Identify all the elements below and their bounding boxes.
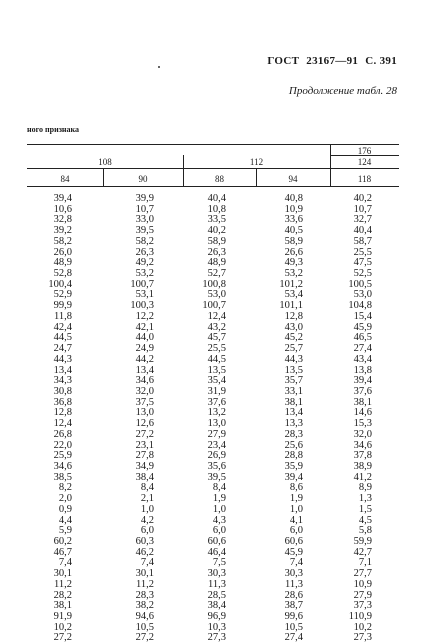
table-cell: 12,2	[135, 310, 154, 322]
table-cell: 26,3	[135, 246, 154, 258]
table-cell: 37,8	[353, 450, 372, 462]
table-cell: 42,7	[353, 546, 372, 558]
table-cell: 100,7	[130, 278, 154, 290]
table-cell: 99,9	[53, 300, 72, 312]
table-cell: 12,4	[53, 418, 72, 430]
table-cell: 28,3	[135, 589, 154, 601]
table-cell: 25,7	[284, 343, 303, 355]
table-cell: 11,3	[285, 578, 303, 590]
table-cell: 8,4	[140, 482, 154, 494]
table-cell: 12,8	[284, 310, 303, 322]
table-cell: 7,5	[212, 557, 226, 569]
page-header	[263, 55, 397, 67]
table-cell: 36,8	[53, 396, 72, 408]
table-cell: 25,5	[353, 246, 372, 258]
table-cell: 53,2	[135, 268, 154, 280]
table-cell: 4,2	[140, 514, 154, 526]
table-cell: 45,9	[284, 546, 303, 558]
table-cell: 45,9	[353, 321, 372, 333]
table-cell: 42,4	[53, 321, 72, 333]
table-cell: 49,3	[284, 257, 303, 269]
table-cell: 58,7	[353, 235, 372, 247]
table-cell: 12,6	[135, 418, 154, 430]
table-cell: 10,7	[353, 203, 372, 215]
table-cell: 11,8	[54, 310, 72, 322]
table-cell: 8,6	[289, 482, 303, 494]
table-cell: 10,9	[353, 578, 372, 590]
table-cell: 110,9	[348, 611, 372, 623]
table-cell: 13,4	[284, 407, 303, 419]
table-cell: 58,2	[135, 235, 154, 247]
data-column-2	[99, 194, 154, 644]
table-cell: 32,8	[53, 214, 72, 226]
table-cell: 26,3	[207, 246, 226, 258]
group-label-3: 124	[357, 157, 372, 167]
table-cell: 40,5	[284, 225, 303, 237]
data-column-1	[17, 194, 72, 644]
standard-label: ГОСТ	[267, 55, 300, 67]
table-cell: 40,2	[353, 193, 372, 204]
table-cell: 60,6	[207, 536, 226, 547]
table-cell: 1,5	[358, 503, 372, 515]
table-cell: 13,5	[284, 364, 303, 376]
table-cell: 39,2	[53, 225, 72, 237]
table-cell: 33,6	[284, 214, 303, 226]
table-cell: 43,2	[207, 321, 226, 333]
column-header-3: 88	[215, 174, 224, 184]
table-cell: 7,4	[289, 557, 303, 569]
table-cell: 48,9	[53, 257, 72, 269]
table-cell: 13,0	[207, 418, 226, 430]
table-cell: 44,3	[284, 353, 303, 365]
table-cell: 13,8	[353, 364, 372, 376]
group-label-1: 108	[98, 157, 112, 167]
column-header-4: 94	[288, 174, 298, 184]
table-cell: 33,5	[207, 214, 226, 226]
table-cell: 10,7	[135, 203, 154, 215]
table-cell: 15,4	[353, 310, 372, 322]
table-cell: 10,3	[207, 621, 226, 633]
data-column-5	[317, 194, 372, 644]
table-cell: 53,1	[135, 289, 154, 301]
table-cell: 46,4	[207, 546, 226, 558]
table-cell: 60,2	[53, 536, 72, 547]
table-cell: 10,6	[53, 203, 72, 215]
table-cell: 1,3	[358, 493, 372, 505]
table-cell: 45,2	[284, 332, 303, 344]
table-cell: 13,4	[135, 364, 154, 376]
rule-columns	[27, 186, 399, 187]
table-cell: 30,1	[135, 568, 154, 580]
table-cell: 13,0	[135, 407, 154, 419]
table-cell: 46,2	[135, 546, 154, 558]
table-cell: 28,3	[284, 428, 303, 440]
table-cell: 44,5	[207, 353, 226, 365]
table-cell: 13,5	[207, 364, 226, 376]
table-cell: 27,2	[135, 632, 154, 644]
table-cell: 7,4	[140, 557, 154, 569]
table-cell: 46,5	[353, 332, 372, 344]
table-cell: 28,5	[207, 589, 226, 601]
table-cell: 58,9	[207, 235, 226, 247]
table-cell: 30,3	[207, 568, 226, 580]
table-cell: 33,0	[135, 214, 154, 226]
table-cell: 23,1	[135, 439, 154, 451]
table-cell: 4,5	[358, 514, 372, 526]
table-cell: 91,9	[53, 611, 72, 623]
table-cell: 22,0	[53, 439, 72, 451]
table-cell: 38,7	[284, 600, 303, 612]
table-cell: 25,9	[53, 450, 72, 462]
table-cell: 10,5	[135, 621, 154, 633]
table-cell: 1,0	[212, 503, 226, 515]
table-cell: 44,0	[135, 332, 154, 344]
table-cell: 2,1	[140, 493, 154, 505]
table-cell: 44,2	[135, 353, 154, 365]
column-header-1: 84	[60, 174, 70, 184]
table-cell: 30,8	[53, 385, 72, 397]
table-cell: 4,3	[212, 514, 226, 526]
table-cell: 39,5	[135, 225, 154, 237]
table-cell: 26,9	[207, 450, 226, 462]
table-cell: 10,2	[353, 621, 372, 633]
table-cell: 34,6	[135, 375, 154, 387]
table-cell: 44,5	[53, 332, 72, 344]
table-cell: 28,6	[284, 589, 303, 601]
standard-number: 23167—91	[306, 55, 359, 67]
scan-speck	[158, 66, 160, 68]
table-cell: 4,4	[58, 514, 72, 526]
table-cell: 34,6	[53, 460, 72, 472]
rule-group	[27, 168, 399, 169]
table-cell: 28,2	[53, 589, 72, 601]
table-cell: 13,4	[53, 364, 72, 376]
table-cell: 25,5	[207, 343, 226, 355]
table-cell: 12,8	[53, 407, 72, 419]
table-cell: 94,6	[135, 611, 154, 623]
table-cell: 39,4	[284, 471, 303, 483]
table-cell: 32,7	[353, 214, 372, 226]
table-cell: 99,6	[284, 611, 303, 623]
table-cell: 49,2	[135, 257, 154, 269]
table-cell: 7,4	[58, 557, 72, 569]
table-cell: 25,6	[284, 439, 303, 451]
table-cell: 5,8	[358, 525, 372, 537]
group-label-2: 112	[249, 157, 264, 167]
table-cell: 35,6	[207, 460, 226, 472]
table-cell: 39,5	[207, 471, 226, 483]
table-cell: 28,8	[284, 450, 303, 462]
table-cell: 40,2	[207, 225, 226, 237]
table-cell: 46,7	[53, 546, 72, 558]
table-cell: 10,9	[284, 203, 303, 215]
table-cell: 59,9	[353, 536, 372, 547]
table-cell: 10,2	[53, 621, 72, 633]
column-header-5: 118	[357, 174, 372, 184]
rule-top	[27, 144, 399, 145]
table-cell: 26,8	[53, 428, 72, 440]
table-cell: 27,3	[207, 632, 226, 644]
table-cell: 23,4	[207, 439, 226, 451]
table-cell: 7,1	[358, 557, 372, 569]
table-cell: 43,0	[284, 321, 303, 333]
table-cell: 4,1	[289, 514, 303, 526]
table-cell: 26,0	[53, 246, 72, 258]
table-cell: 101,2	[279, 278, 303, 290]
table-cell: 11,2	[54, 578, 72, 590]
table-cell: 10,5	[284, 621, 303, 633]
table-cell: 40,4	[207, 193, 226, 204]
table-cell: 35,9	[284, 460, 303, 472]
table-cell: 44,3	[53, 353, 72, 365]
table-cell: 32,0	[135, 385, 154, 397]
table-cell: 34,3	[53, 375, 72, 387]
table-cell: 37,6	[353, 385, 372, 397]
table-cell: 0,9	[58, 503, 72, 515]
table-cell: 38,5	[53, 471, 72, 483]
data-column-4	[248, 194, 303, 644]
table-cell: 100,4	[48, 278, 72, 290]
table-cell: 58,2	[53, 235, 72, 247]
table-cell: 100,3	[130, 300, 154, 312]
table-cell: 27,3	[353, 632, 372, 644]
table-cell: 15,3	[353, 418, 372, 430]
table-cell: 6,0	[212, 525, 226, 537]
table-cell: 10,8	[207, 203, 226, 215]
table-cell: 40,8	[284, 193, 303, 204]
table-cell: 11,2	[136, 578, 154, 590]
table-cell: 38,4	[207, 600, 226, 612]
table-cell: 38,1	[53, 600, 72, 612]
table-cell: 12,4	[207, 310, 226, 322]
table-cell: 14,6	[353, 407, 372, 419]
data-column-3	[171, 194, 226, 644]
table-cell: 43,4	[353, 353, 372, 365]
table-cell: 27,2	[53, 632, 72, 644]
table-cell: 27,4	[284, 632, 303, 644]
table-cell: 34,9	[135, 460, 154, 472]
table-cell: 1,0	[289, 503, 303, 515]
table-cell: 30,3	[284, 568, 303, 580]
table-cell: 27,4	[353, 343, 372, 355]
table-cell: 53,0	[207, 289, 226, 301]
table-cell: 53,0	[353, 289, 372, 301]
table-cell: 11,3	[208, 578, 226, 590]
table-continuation-label: Продолжение табл. 28	[288, 85, 397, 97]
table-cell: 104,8	[348, 300, 372, 312]
table-cell: 45,7	[207, 332, 226, 344]
table-cell: 27,8	[135, 450, 154, 462]
table-cell: 27,7	[353, 568, 372, 580]
table-cell: 47,5	[353, 257, 372, 269]
table-cell: 38,1	[284, 396, 303, 408]
table-cell: 41,2	[353, 471, 372, 483]
table-cell: 6,0	[140, 525, 154, 537]
table-cell: 40,4	[353, 225, 372, 237]
table-cell: 100,5	[348, 278, 372, 290]
top-group-label: 176	[357, 146, 372, 156]
table-cell: 34,6	[353, 439, 372, 451]
table-cell: 13,2	[207, 407, 226, 419]
table-cell: 58,9	[284, 235, 303, 247]
table-cell: 24,7	[53, 343, 72, 355]
table-cell: 33,1	[284, 385, 303, 397]
table-cell: 27,9	[353, 589, 372, 601]
table-cell: 53,2	[284, 268, 303, 280]
table-cell: 38,2	[135, 600, 154, 612]
table-cell: 13,3	[284, 418, 303, 430]
table-cell: 101,1	[279, 300, 303, 312]
table-cell: 52,8	[53, 268, 72, 280]
table-cell: 100,8	[202, 278, 226, 290]
table-cell: 53,4	[284, 289, 303, 301]
table-cell: 35,4	[207, 375, 226, 387]
table-cell: 8,9	[358, 482, 372, 494]
table-cell: 60,3	[135, 536, 154, 547]
table-cell: 38,4	[135, 471, 154, 483]
table-cell: 27,2	[135, 428, 154, 440]
table-cell: 24,9	[135, 343, 154, 355]
table-cell: 8,4	[212, 482, 226, 494]
table-cell: 26,6	[284, 246, 303, 258]
table-cell: 38,9	[353, 460, 372, 472]
table-cell: 39,4	[53, 193, 72, 204]
table-caption: ного признака	[27, 125, 80, 134]
table-cell: 39,4	[353, 375, 372, 387]
table-cell: 35,7	[284, 375, 303, 387]
table-cell: 31,9	[207, 385, 226, 397]
column-header-2: 90	[138, 174, 148, 184]
page-number: С. 391	[365, 55, 397, 67]
table-cell: 30,1	[53, 568, 72, 580]
table-cell: 2,0	[58, 493, 72, 505]
table-cell: 96,9	[207, 611, 226, 623]
table-cell: 60,6	[284, 536, 303, 547]
table-cell: 100,7	[202, 300, 226, 312]
table-cell: 37,6	[207, 396, 226, 408]
table-cell: 1,9	[212, 493, 226, 505]
table-cell: 48,9	[207, 257, 226, 269]
table-cell: 8,2	[58, 482, 72, 494]
table-cell: 42,1	[135, 321, 154, 333]
table-cell: 1,9	[289, 493, 303, 505]
table-cell: 37,5	[135, 396, 154, 408]
table-cell: 32,0	[353, 428, 372, 440]
table-cell: 5,9	[58, 525, 72, 537]
table-cell: 52,5	[353, 268, 372, 280]
table-cell: 37,3	[353, 600, 372, 612]
table-cell: 6,0	[289, 525, 303, 537]
table-cell: 39,9	[135, 193, 154, 204]
table-cell: 52,7	[207, 268, 226, 280]
table-cell: 1,0	[140, 503, 154, 515]
table-cell: 38,1	[353, 396, 372, 408]
table-cell: 52,9	[53, 289, 72, 301]
table-cell: 27,9	[207, 428, 226, 440]
